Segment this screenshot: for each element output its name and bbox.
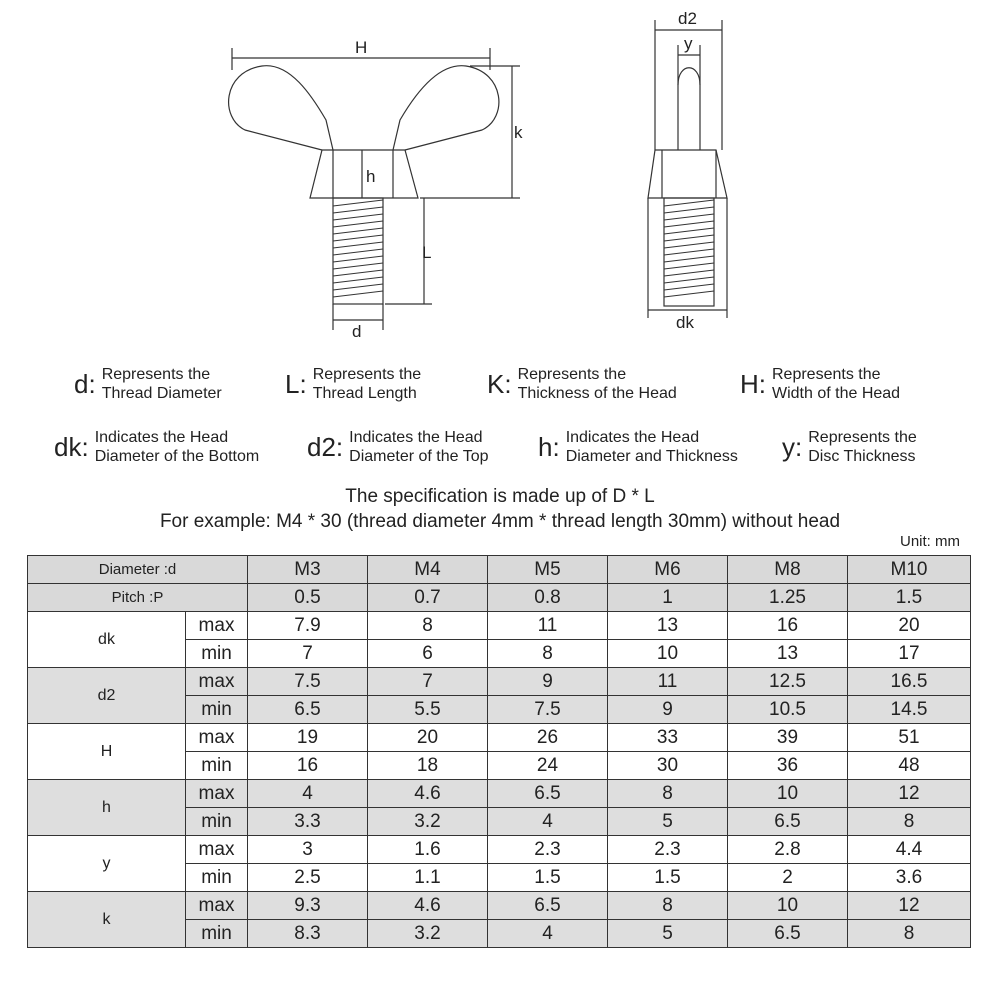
table-row	[28, 668, 971, 696]
row-label: dk	[28, 612, 186, 668]
table-cell: 17	[848, 640, 971, 668]
dim-label-h: h	[366, 167, 376, 186]
spec-table	[27, 555, 971, 948]
row-label: y	[28, 836, 186, 892]
table-cell: 0.8	[488, 584, 608, 612]
table-cell: 7.5	[488, 696, 608, 724]
legend-symbol: dk:	[54, 431, 89, 462]
table-cell: 7.9	[248, 612, 368, 640]
legend-line: Diameter and Thickness	[565, 448, 738, 465]
table-cell: 10	[728, 892, 848, 920]
table-cell: 1.6	[368, 836, 488, 864]
table-cell: 11	[608, 668, 728, 696]
table-cell: 7	[368, 668, 488, 696]
legend-item	[285, 365, 421, 403]
table-cell: 1.5	[608, 864, 728, 892]
max-label: max	[186, 612, 248, 640]
wing-screw-drawings	[0, 0, 1000, 345]
legend-item	[74, 365, 222, 403]
table-cell: 2.3	[608, 836, 728, 864]
table-cell: 2.8	[728, 836, 848, 864]
legend-symbol: L:	[285, 368, 307, 399]
size-header: M4	[368, 556, 488, 584]
legend-item	[487, 365, 677, 403]
row-label: h	[28, 780, 186, 836]
thread-lines	[333, 200, 383, 297]
legend-symbol: y:	[782, 431, 803, 462]
legend-line: Indicates the Head	[565, 429, 700, 446]
table-cell: 2.5	[248, 864, 368, 892]
min-label: min	[186, 864, 248, 892]
table-cell: 5.5	[368, 696, 488, 724]
table-cell: 0.5	[248, 584, 368, 612]
dim-label-d: d	[352, 322, 362, 341]
dim-label-k: k	[514, 123, 523, 142]
table-cell: 4	[488, 808, 608, 836]
table-cell: 3.6	[848, 864, 971, 892]
size-header: M8	[728, 556, 848, 584]
table-row	[28, 724, 971, 752]
table-cell: 8	[608, 892, 728, 920]
header-label: Diameter :d	[28, 556, 248, 584]
legend-line: Represents the	[772, 366, 881, 383]
legend-item	[54, 428, 259, 466]
table-cell: 3.3	[248, 808, 368, 836]
legend-line: Thickness of the Head	[517, 385, 677, 402]
legend-line: Thread Diameter	[101, 385, 222, 402]
table-cell: 3	[248, 836, 368, 864]
table-cell: 10.5	[728, 696, 848, 724]
max-label: max	[186, 668, 248, 696]
legend-line: Diameter of the Top	[349, 448, 489, 465]
legend-symbol: h:	[538, 431, 560, 462]
pitch-row	[28, 584, 971, 612]
table-cell: 1	[608, 584, 728, 612]
table-cell: 10	[728, 780, 848, 808]
table-cell: 6.5	[728, 920, 848, 948]
max-label: max	[186, 892, 248, 920]
table-cell: 13	[728, 640, 848, 668]
legend-symbol: d2:	[307, 431, 344, 462]
table-cell: 12	[848, 780, 971, 808]
row-label: d2	[28, 668, 186, 724]
legend-symbol: d:	[74, 368, 96, 399]
min-label: min	[186, 808, 248, 836]
min-label: min	[186, 640, 248, 668]
legend-line: Indicates the Head	[349, 429, 483, 446]
table-cell: 9	[488, 668, 608, 696]
table-cell: 7	[248, 640, 368, 668]
max-label: max	[186, 836, 248, 864]
table-cell: 20	[368, 724, 488, 752]
table-cell: 2.3	[488, 836, 608, 864]
side-head-outline	[648, 150, 727, 198]
table-cell: 11	[488, 612, 608, 640]
table-cell: 1.5	[488, 864, 608, 892]
table-cell: 12.5	[728, 668, 848, 696]
row-label: k	[28, 892, 186, 948]
size-header: M3	[248, 556, 368, 584]
table-cell: 4	[488, 920, 608, 948]
table-cell: 20	[848, 612, 971, 640]
table-cell: 51	[848, 724, 971, 752]
table-cell: 14.5	[848, 696, 971, 724]
table-row	[28, 780, 971, 808]
table-cell: 13	[608, 612, 728, 640]
head-block-outline	[310, 150, 418, 198]
dim-label-y: y	[684, 34, 693, 53]
table-cell: 10	[608, 640, 728, 668]
table-cell: 8	[488, 640, 608, 668]
legend-item	[782, 428, 917, 466]
table-cell: 24	[488, 752, 608, 780]
table-cell: 30	[608, 752, 728, 780]
table-cell: 1.5	[848, 584, 971, 612]
legend-line: Represents the	[517, 366, 627, 383]
left-wing-outline	[229, 66, 333, 150]
table-cell: 6.5	[248, 696, 368, 724]
table-cell: 8	[608, 780, 728, 808]
table-cell: 4.4	[848, 836, 971, 864]
table-cell: 8	[848, 920, 971, 948]
table-cell: 2	[728, 864, 848, 892]
table-cell: 39	[728, 724, 848, 752]
table-cell: 0.7	[368, 584, 488, 612]
table-cell: 19	[248, 724, 368, 752]
side-wing-outline	[678, 68, 700, 150]
dim-label-L: L	[422, 243, 432, 262]
min-label: min	[186, 752, 248, 780]
table-cell: 16.5	[848, 668, 971, 696]
table-cell: 33	[608, 724, 728, 752]
table-row	[28, 892, 971, 920]
legend-line: Represents the	[808, 429, 917, 446]
dimension-legend	[0, 355, 1000, 475]
min-label: min	[186, 696, 248, 724]
legend-item	[307, 428, 489, 466]
right-wing-outline	[393, 66, 499, 150]
table-cell: 3.2	[368, 920, 488, 948]
dim-label-d2: d2	[678, 9, 697, 28]
row-label: H	[28, 724, 186, 780]
table-cell: 9	[608, 696, 728, 724]
table-row	[28, 836, 971, 864]
table-cell: 4.6	[368, 780, 488, 808]
legend-line: Disc Thickness	[808, 448, 916, 465]
table-cell: 26	[488, 724, 608, 752]
table-cell: 18	[368, 752, 488, 780]
table-cell: 9.3	[248, 892, 368, 920]
table-cell: 36	[728, 752, 848, 780]
table-cell: 16	[728, 612, 848, 640]
table-cell: 6.5	[488, 892, 608, 920]
table-cell: 1.1	[368, 864, 488, 892]
table-cell: 8	[368, 612, 488, 640]
min-label: min	[186, 920, 248, 948]
table-cell: 6.5	[488, 780, 608, 808]
max-label: max	[186, 780, 248, 808]
spec-line-2: For example: M4 * 30 (thread diameter 4mm * thread length 30mm) without head	[159, 511, 841, 532]
unit-label: Unit: mm	[900, 533, 960, 550]
spec-line-1: The specification is made up of D * L	[345, 486, 655, 507]
table-cell: 8	[848, 808, 971, 836]
dim-label-dk: dk	[676, 313, 694, 332]
table-cell: 8.3	[248, 920, 368, 948]
table-cell: 5	[608, 808, 728, 836]
max-label: max	[186, 724, 248, 752]
legend-symbol: K:	[487, 368, 512, 399]
pitch-label: Pitch :P	[28, 584, 248, 612]
legend-line: Represents the	[101, 366, 211, 383]
legend-symbol: H:	[740, 368, 766, 399]
table-row	[28, 612, 971, 640]
thread-shank	[333, 198, 383, 304]
table-cell: 48	[848, 752, 971, 780]
legend-line: Indicates the Head	[94, 429, 229, 446]
legend-line: Width of the Head	[772, 385, 901, 402]
table-cell: 3.2	[368, 808, 488, 836]
table-header-row	[28, 556, 971, 584]
table-cell: 16	[248, 752, 368, 780]
legend-line: Represents the	[312, 366, 422, 383]
table-cell: 4	[248, 780, 368, 808]
table-cell: 6.5	[728, 808, 848, 836]
table-cell: 12	[848, 892, 971, 920]
size-header: M10	[848, 556, 971, 584]
table-cell: 4.6	[368, 892, 488, 920]
table-cell: 6	[368, 640, 488, 668]
size-header: M5	[488, 556, 608, 584]
legend-item	[538, 428, 738, 466]
table-cell: 5	[608, 920, 728, 948]
legend-line: Diameter of the Bottom	[94, 448, 260, 465]
legend-item	[740, 365, 900, 403]
table-cell: 7.5	[248, 668, 368, 696]
table-cell: 1.25	[728, 584, 848, 612]
dim-label-H: H	[355, 38, 368, 57]
legend-line: Thread Length	[312, 385, 417, 402]
size-header: M6	[608, 556, 728, 584]
